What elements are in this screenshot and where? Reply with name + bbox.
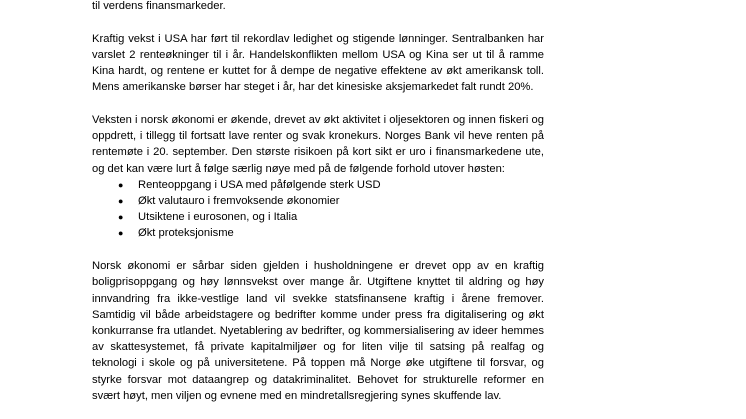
list-item	[92, 193, 544, 209]
list-item-text: Økt valutauro i fremvoksende økonomier	[138, 195, 340, 208]
bullet-icon: ●	[118, 228, 124, 239]
bullet-icon: ●	[118, 212, 124, 223]
document-page	[92, 0, 544, 404]
list-item-text: Utsiktene i eurosonen, og i Italia	[138, 211, 298, 224]
paragraph-vulnerable: Norsk økonomi er sårbar siden gjelden i husholdningene er drevet opp av en kraftig boligprisoppgang og høy lønnsvekst over mange år. Utgiftene knyttet til aldring og høy innvandring fra ikke-vestlige land vil svekke statsfinansene kraftig i årene fremover. Samtidig vil både arbeidstagere og bedrifter komme under press fra digitalisering og økt konkurranse fra utlandet. Nyetablering av bedrifter, og kommersialisering av ideer hemmes av skattesystemet, få private kapitalmiljøer og for liten vilje til satsing på realfag og teknologi i skole og på universitetene. På toppen må Norge øke utgiftene til forsvar, og styrke forsvar mot dataangrep og datakriminalitet. Behovet for strukturelle reformer en svært høyt, men viljen og evnene med en mindretallsregjering synes skuffende lav.	[92, 260, 544, 402]
list-item	[92, 177, 544, 193]
paragraph-usa: Kraftig vekst i USA har ført til rekordlav ledighet og stigende lønninger. Sentralbanken har varslet 2 renteøkninger til i år. Handelskonflikten mellom USA og Kina ser ut til å ramme Kina hardt, og rentene er kuttet for å dempe de negative effektene av økt amerikansk toll. Mens amerikanske børser har steget i år, har det kinesiske aksjemarkedet falt rundt 20%.	[92, 32, 544, 94]
risk-list	[92, 177, 544, 242]
paragraph-norway: Veksten i norsk økonomi er økende, drevet av økt aktivitet i oljesektoren og innen fiskeri og oppdrett, i tillegg til fortsatt lave renter og svak kronekurs. Norges Bank vil heve renten på rentemøte i 20. september. Den største risikoen på kort sikt er uro i finansmarkedene ute, og det kan være lurt å følge særlig nøye med på de følgende forhold utover høsten:	[92, 114, 544, 175]
list-item	[92, 225, 544, 241]
list-item-text: Renteoppgang i USA med påfølgende sterk USD	[138, 178, 381, 191]
bullet-icon: ●	[118, 179, 124, 190]
intro-fragment: til verdens finansmarkeder.	[92, 0, 226, 12]
bullet-icon: ●	[118, 196, 124, 207]
list-item-text: Økt proteksjonisme	[138, 227, 234, 240]
list-item	[92, 209, 544, 225]
